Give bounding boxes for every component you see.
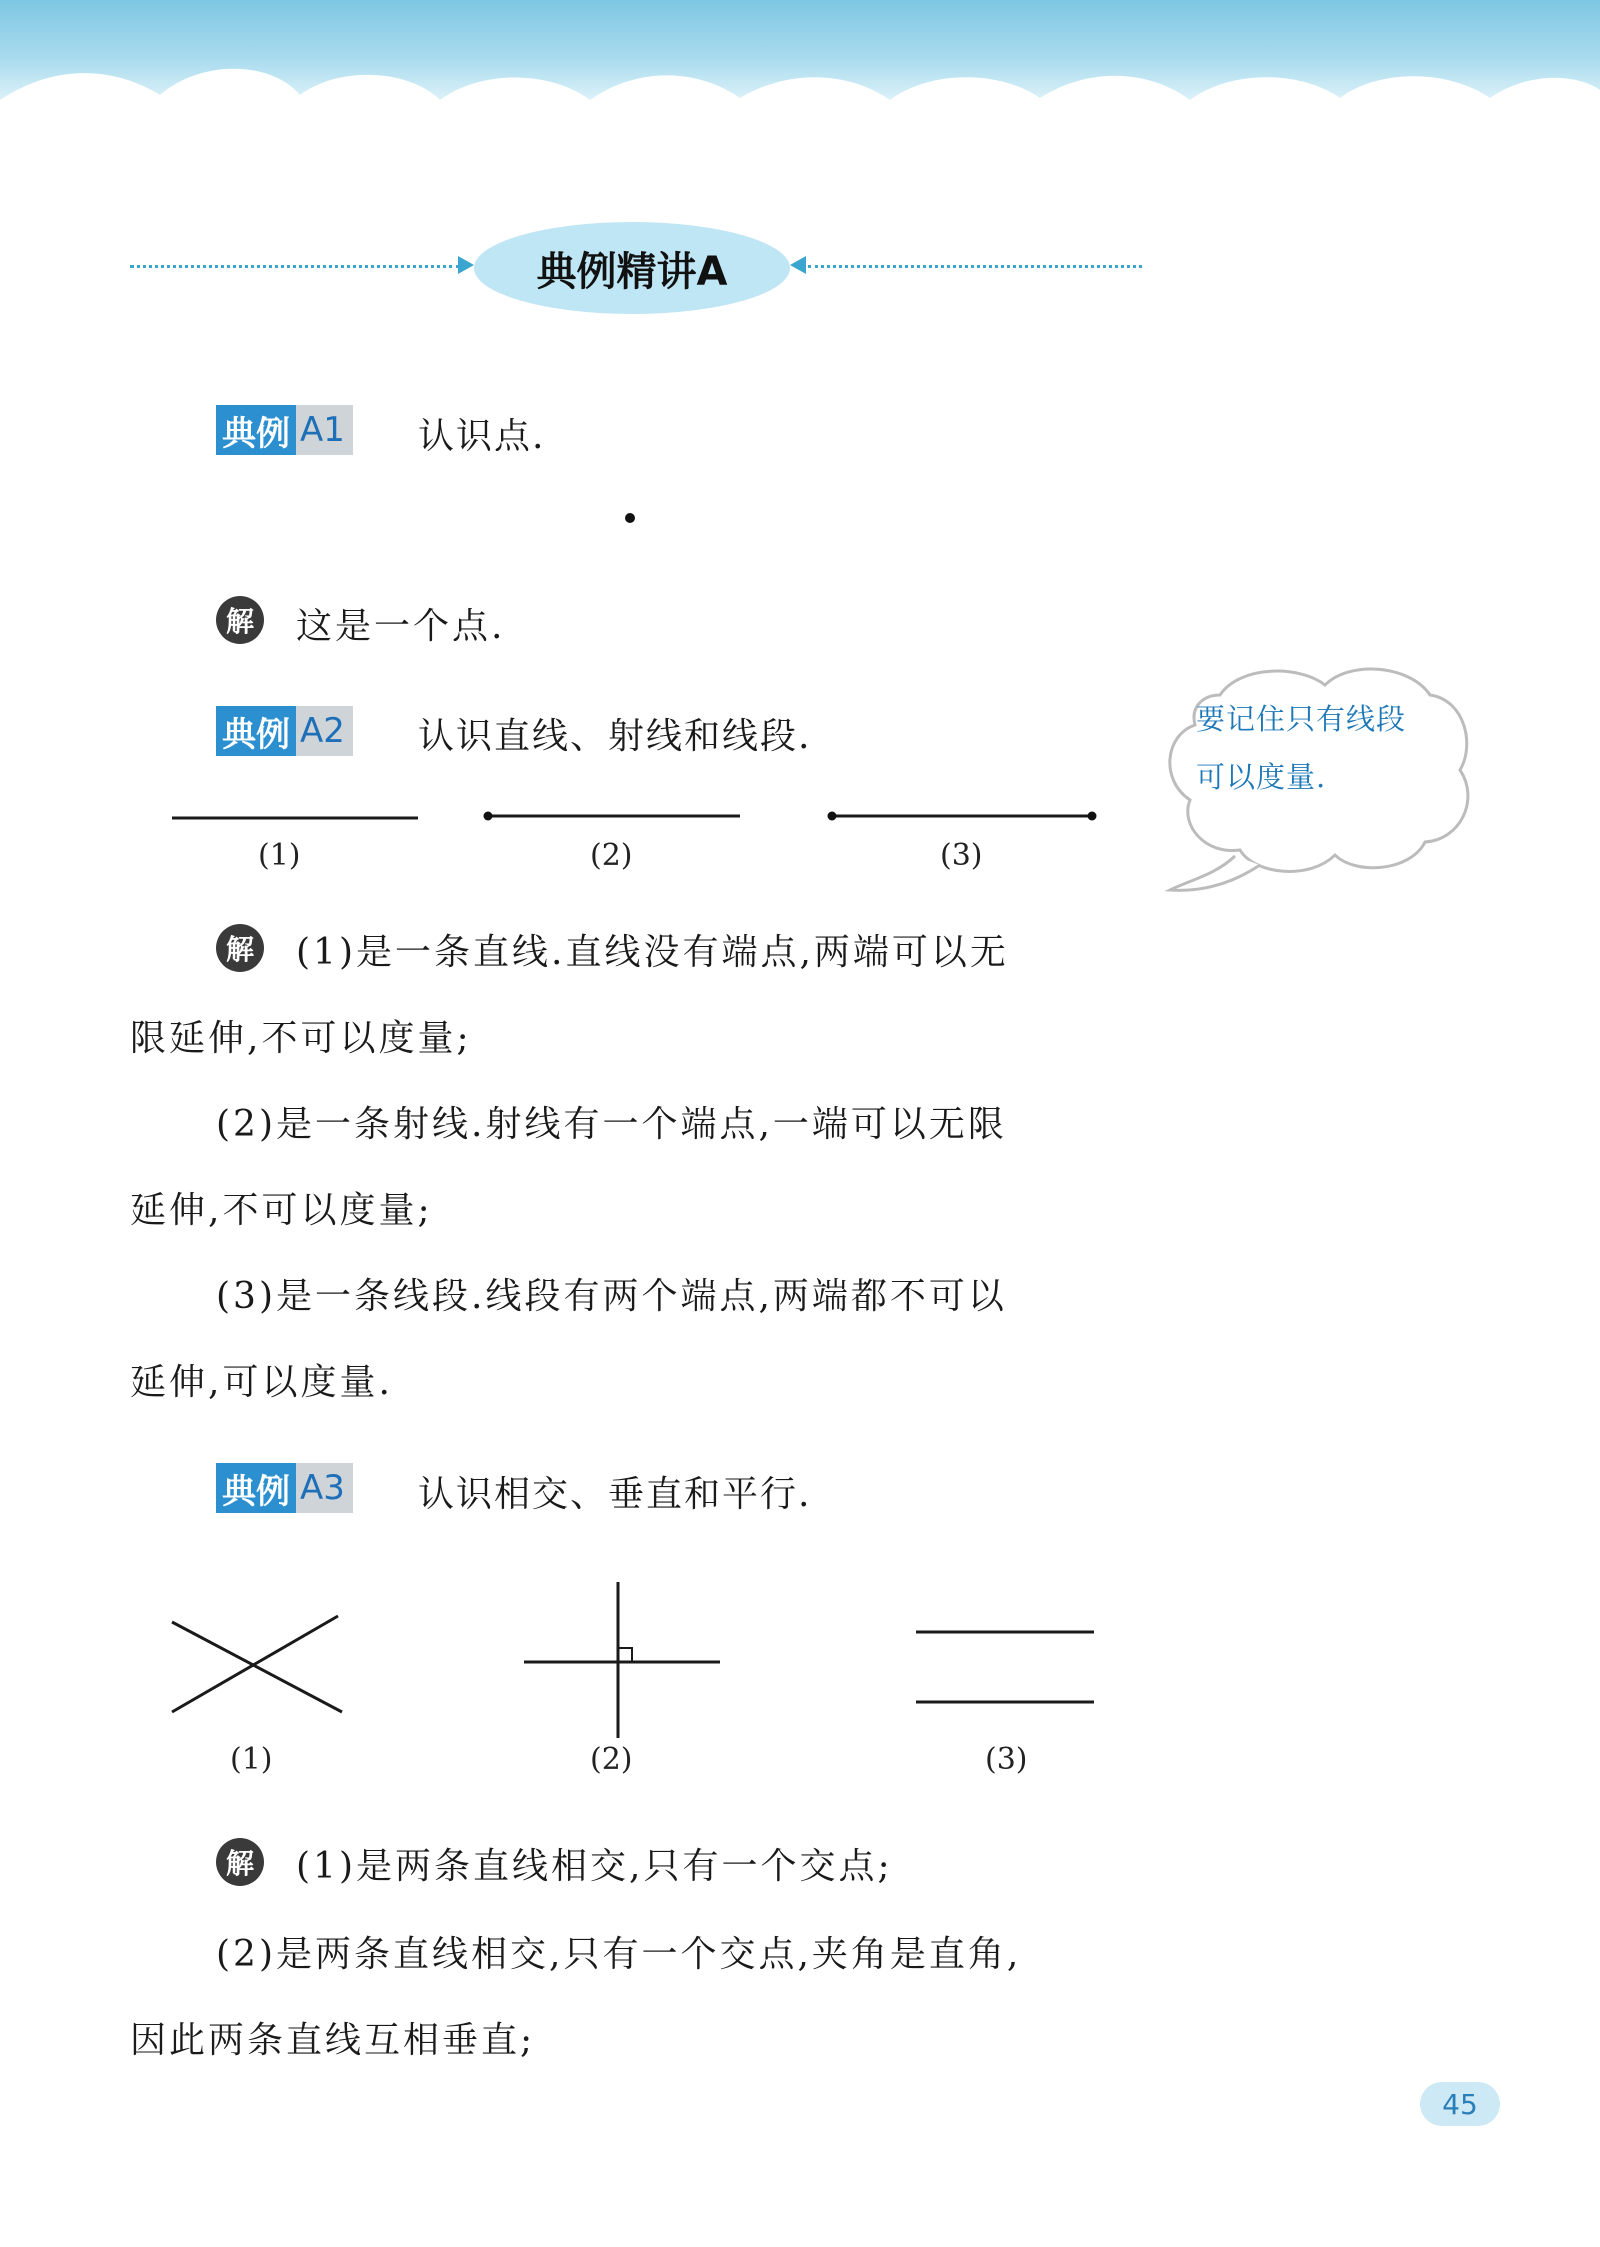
example-tag-label: 典例	[216, 1463, 296, 1513]
example-tag-number: A1	[296, 405, 353, 455]
example-a1-solution: 这是一个点.	[296, 606, 506, 647]
figure-caption: (3)	[985, 1742, 1028, 1777]
arrow-left-icon	[790, 256, 806, 274]
solution-badge: 解	[216, 596, 264, 644]
tip-line: 可以度量.	[1196, 760, 1327, 794]
example-tag-number: A2	[296, 706, 353, 756]
solution-line: (2)是两条直线相交,只有一个交点,夹角是直角,	[216, 1934, 1022, 1975]
segment-endpoint	[828, 812, 837, 821]
solution-line: (3)是一条线段.线段有两个端点,两端都不可以	[216, 1276, 1007, 1317]
line-types-figure	[160, 800, 1120, 840]
example-tag-a3	[216, 1463, 353, 1513]
page-number: 45	[1420, 2082, 1500, 2126]
figure-caption: (1)	[230, 1742, 273, 1777]
tip-line: 要记住只有线段	[1196, 702, 1407, 736]
figure-caption: (1)	[258, 838, 301, 873]
solution-badge: 解	[216, 924, 264, 972]
example-tag-a1	[216, 405, 353, 455]
solution-line: (2)是一条射线.射线有一个端点,一端可以无限	[216, 1104, 1007, 1145]
figure-caption: (3)	[940, 838, 983, 873]
example-a3-prompt: 认识相交、垂直和平行.	[418, 1474, 812, 1515]
solution-badge: 解	[216, 1838, 264, 1886]
example-a2-prompt: 认识直线、射线和线段.	[418, 716, 812, 757]
example-tag-a2	[216, 706, 353, 756]
solution-line: 因此两条直线互相垂直;	[130, 2020, 536, 2061]
ray-endpoint	[484, 812, 493, 821]
solution-line: 延伸,不可以度量;	[130, 1190, 433, 1231]
header-dotted-line-left	[130, 265, 460, 268]
header-dotted-line-right	[808, 265, 1142, 268]
right-angle-mark	[618, 1648, 632, 1662]
example-tag-number: A3	[296, 1463, 353, 1513]
intersect-figure	[160, 1570, 1120, 1740]
example-tag-label: 典例	[216, 706, 296, 756]
segment-endpoint	[1088, 812, 1097, 821]
example-a1-prompt: 认识点.	[418, 416, 546, 457]
point-figure	[620, 508, 640, 528]
solution-line: (1)是两条直线相交,只有一个交点;	[296, 1846, 893, 1887]
figure-caption: (2)	[590, 838, 633, 873]
example-tag-label: 典例	[216, 405, 296, 455]
solution-line: (1)是一条直线.直线没有端点,两端可以无	[296, 932, 1009, 973]
solution-line: 限延伸,不可以度量;	[130, 1018, 472, 1059]
cloud-decoration	[0, 40, 1600, 150]
arrow-right-icon	[458, 256, 474, 274]
solution-line: 延伸,可以度量.	[130, 1362, 393, 1403]
tip-bubble-text	[1196, 690, 1466, 806]
figure-caption: (2)	[590, 1742, 633, 1777]
section-title: 典例精讲A	[474, 222, 790, 314]
